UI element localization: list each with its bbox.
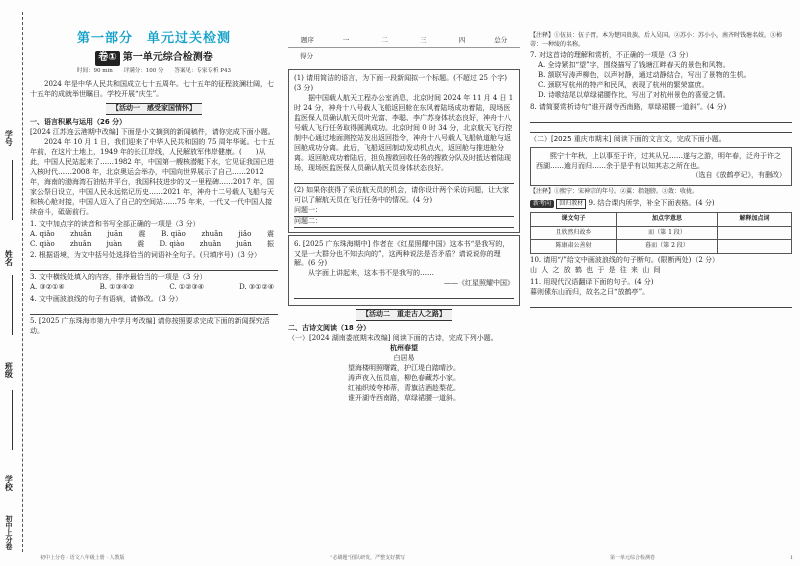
exam-meta: 时间：90 min 评满分：100 分 答案见：专家专析 P43 xyxy=(77,67,231,74)
q6-quote: 从字面上讲起来，这本书不是我写的…… xyxy=(308,269,434,278)
binding-blank xyxy=(12,390,13,450)
q1-options-row-2: C. qiào zhuǎn juàn 震 D. qiào zhuǎn juān 振 xyxy=(30,239,274,248)
q7-options: A. 全诗紧扣“望”字，围绕描写了钱塘江畔春天的景色和风物。 B. 颔联写涛声柳色，以声衬静，通过动静结合，写出了景物的生机。 C. 颈联写杭州的特产和民风，表现了杭州的繁荣富庶。 D. 诗歌结尾以草绿裙腰作比，写出了对杭州景色的喜爱之情。 xyxy=(538,60,751,99)
poem-line: 涛声夜入伍员庙，柳色春藏苏小家。 xyxy=(348,373,460,382)
column-left xyxy=(30,0,278,337)
table-row: 陈康肃公善射 暮而（第 2 段） xyxy=(531,240,792,254)
question-3: 3. 文中横线处填入的内容，排序最恰当的一项是（3 分） xyxy=(30,273,207,282)
prose-text: 熙宁十年秋，上以事至于许，过其从兄……遂与之游，明年春，泛舟于许之西湖……逾月而归……余于是乎有以知其志之所在也。 xyxy=(536,151,781,170)
cut-line xyxy=(22,12,23,552)
poem-block xyxy=(288,344,520,404)
footer-left: 初中上分卷 · 语文八年级上册 · 人教版 xyxy=(40,554,125,561)
section-heading-2: 二、古诗文阅读（18 分） xyxy=(288,324,371,333)
ask-2[interactable]: 问题二： xyxy=(294,217,514,228)
question-1: 1. 文中加点字的读音和书写全部正确的一项是（3 分） xyxy=(30,219,200,228)
question-7: 7. 对这首诗的理解和赏析，不正确的一项是（3 分） xyxy=(530,51,693,60)
question-5: 5. [2025 广东珠海市第九中学月考改编] 请你按照要求完成下面的新闻探究活动。 xyxy=(30,317,270,336)
answer-line[interactable] xyxy=(30,307,278,315)
question-8: 8. 请简要赏析诗句“谁开湖寺西南路，草绿裙腰一道斜”。(4 分) xyxy=(530,102,727,111)
poem-line: 望海楼明照曙霞，护江堤白踏晴沙。 xyxy=(348,363,460,372)
question-6: 6. [2025 广东珠海期中] 作者在《红星照耀中国》这本书“是我写的，又是一大群分也不知去向的”，这两种说法是否矛盾？请说说你的理解。(6 分) xyxy=(294,239,510,268)
binding-strip xyxy=(0,0,30,566)
answer-cell[interactable] xyxy=(718,226,792,240)
question-5-2: (2) 如果你获得了采访航天员的机会，请你设计两个采访问题，让大家可以了解航天员在飞行任务中的情况。(4 分) xyxy=(294,185,510,204)
part-title: 第一部分 单元过关检测 xyxy=(76,31,231,46)
binding-label-class: 班级 xyxy=(4,362,14,378)
activity-title: 【活动一 感受家国情怀】 xyxy=(30,103,278,115)
question-4: 4. 文中画波浪线的句子有语病，请修改。（3 分） xyxy=(30,295,183,304)
answer-line[interactable] xyxy=(294,291,514,299)
question-2: 2. 根据语境，为文中括号处选择恰当的词语补全句子。(只填序号)（3 分） xyxy=(30,251,262,260)
answer-line[interactable] xyxy=(30,263,278,271)
poem-notes: 【注释】①伍员：伍子胥，本为楚国贵族，后入吴国。②苏小：苏小小，南齐时钱塘名妓。③柿蒂：一种绫的名称。 xyxy=(530,32,783,48)
column-middle xyxy=(288,0,520,404)
poem-line: 谁开湖寺西南路，草绿裙腰一道斜。 xyxy=(348,393,460,402)
activity-title-2: 【活动二 重走古人之路】 xyxy=(288,309,520,321)
question-5-1: (1) 请用简洁的语言，为下面一段新闻拟一个标题。(不超过 25 个字) (3 分) xyxy=(294,74,507,93)
q6-reference: ——《红星照耀中国》 xyxy=(444,279,514,288)
answer-line[interactable] xyxy=(530,115,792,123)
column-right xyxy=(530,0,792,310)
question-10: 10. 请用“/”给文中画波浪线的句子断句。(限断两处)（2 分） xyxy=(530,255,720,264)
page-number: 1 xyxy=(790,554,794,561)
question-9: 新考向 回归教材 9. 结合课内所学，补全下面表格。(4 分) xyxy=(530,199,792,210)
q10-sentence: 山 人 之 放 鹤 也 于 是 往 来 山 间 xyxy=(530,265,662,274)
comparison-table: 课文句子 加点字意思 解释加点词 且欣然归故乡 而（第 1 段） 陈康肃公善射 暮而（第 2 段） xyxy=(530,212,792,254)
volume-title: 卷① 第一单元综合检测卷 xyxy=(30,51,278,65)
footer-right: 第一单元综合检测卷 xyxy=(610,554,656,561)
binding-blank xyxy=(12,160,13,220)
intro-paragraph: 2024 年是中华人民共和国成立七十五周年。七十五年的征程波澜壮阔，七十五年的成就举世瞩目。学校开展“庆生”。 xyxy=(30,80,275,99)
q11-sentence: 暮则傃东山而归，故名之曰“放鹤亭”。 xyxy=(530,287,650,296)
binding-label-id: 学号 xyxy=(4,130,14,146)
q3-options: A. ③②①④ B. ①③④② C. ①②③④ D. ③①②④ xyxy=(30,283,274,292)
binding-label-name: 姓名 xyxy=(4,250,14,266)
question-6-box xyxy=(288,235,520,307)
news-paragraph-2: 据中国载人航天工程办公室消息，北京时间 2024 年 11 月 4 日 1 时 24 分，神舟十八号载人飞船返回舱在东风着陆场成功着陆，现场医监医保人员确认航天员叶光富、李聪、李广苏身体状态良好，神舟十八号载人飞行任务取得圆满成功。北京时间 0 时 34 分，北京航天飞行控制中心通过地面测控站发出返回指令，神舟十八号载人飞船轨道舱与返回舱成功分离。此后，飞船返回制动发动机点火，返回舱与推进舱分离。返回舱成功着陆后，担负搜救回收任务的搜救分队及时抵达着陆现场，现场医监医保人员确认航天员身体状态良好。 xyxy=(294,94,514,172)
question-5-box xyxy=(288,69,520,232)
answer-line[interactable] xyxy=(530,125,792,133)
footer-mid: “必刷题”团队研发，严整支好撰写 xyxy=(330,554,406,561)
poem-author: 白居易 xyxy=(393,354,415,362)
answer-cell[interactable] xyxy=(718,240,792,254)
prose-notes: 【注释】①熙宁：宋神宗的年号。②翼：指翅膀。③敛：收拢。 xyxy=(530,188,699,196)
section-instruction: [2024 江苏连云港期中改编] 下面是小文摘到的新闻稿件，请你完成下面小题。 xyxy=(30,128,275,137)
section-2-intro: （一）[2024 湖南娄底期末改编] 阅读下面的古诗，完成下列小题。 xyxy=(288,334,498,343)
score-table-header: 题序 一 二 三 四 总分 xyxy=(288,36,520,48)
prose-source: （选自《放鹤亭记》，有删改） xyxy=(691,171,786,180)
prose-box xyxy=(530,147,792,187)
binding-label-school: 学校 xyxy=(4,475,14,491)
question-11: 11. 用现代汉语翻译下面的句子。(4 分) xyxy=(530,277,654,286)
answer-line[interactable] xyxy=(294,176,514,184)
poem-line: 红袖织绫夸柿蒂，青旗沽酒趁梨花。 xyxy=(348,383,460,392)
news-paragraph: 2024 年 10 月 1 日，我们迎来了中华人民共和国的 75 周年华诞。七十五年前，在这片土地上，1949 年的长江岸线，人民解放军伟岸健康。( )从此，中国人民站起来了……1982 年，中国第一艘核潜艇下水，它见证我国已进入核时代……2008 年，北京奥运会举办，中国向世界展示了自己……2012 年，海南的渤海湾石油钻井平台，我国科技进步的又一里程碑……2017 年，国家公祭日设立，中国人民永远铭记历史……2021 年，神舟十二号载人飞船与天和核心舱对接，中国人迈入了自己的空间站……75 年来，一代又一代中国人接续奋斗，砥砺前行。 xyxy=(30,138,275,216)
section-2b: （二）[2025 重庆市期末] 阅读下面的文言文，完成下面小题。 xyxy=(530,134,726,143)
ask-1[interactable]: 问题一： xyxy=(294,206,514,217)
brand-label: 初中上分卷 xyxy=(4,515,13,550)
score-table-row: 得分 xyxy=(300,52,313,61)
q1-options-row-1: A. qiǎo zhuǎn juān 震 B. qiāo zhuǎn jiǎo 震 xyxy=(30,229,274,238)
section-heading: 一、语言积累与运用（26 分） xyxy=(30,118,127,127)
answer-line[interactable] xyxy=(530,300,792,308)
poem-title: 杭州春望 xyxy=(390,344,418,353)
table-row: 且欣然归故乡 而（第 1 段） xyxy=(531,226,792,240)
binding-blank xyxy=(12,275,13,335)
